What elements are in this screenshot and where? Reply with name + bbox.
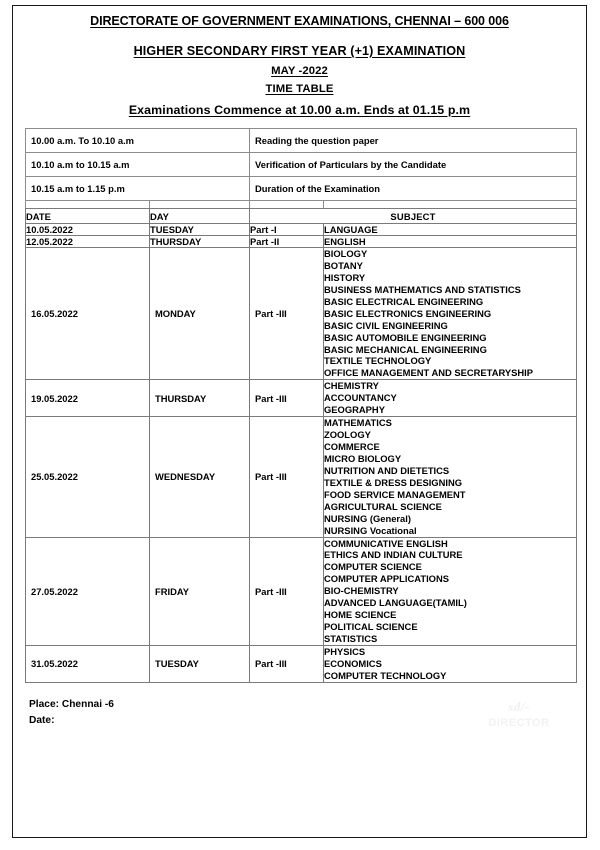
exam-timing-table (25, 128, 577, 201)
exam-day: TUESDAY (150, 645, 250, 682)
subject-item: TEXTILE & DRESS DESIGNING (324, 476, 463, 488)
subject-item: BUSINESS MATHEMATICS AND STATISTICS (324, 283, 521, 295)
exam-part: Part -III (250, 645, 324, 682)
exam-day: THURSDAY (150, 380, 250, 417)
timing-time-cell: 10.00 a.m. To 10.10 a.m (26, 129, 250, 153)
subject-item: STATISTICS (324, 633, 378, 644)
exam-part: Part -II (250, 236, 324, 248)
document-page (12, 5, 587, 838)
subject-item: MATHEMATICS (324, 417, 392, 429)
subject-item: HISTORY (324, 271, 366, 283)
exam-subject-list (324, 236, 577, 248)
subject-item: COMPUTER TECHNOLOGY (324, 669, 447, 681)
subject-item: BIO-CHEMISTRY (324, 585, 399, 597)
timing-activity-cell: Duration of the Examination (250, 177, 577, 201)
subject-item: COMMERCE (324, 441, 380, 452)
exam-part: Part -III (250, 248, 324, 380)
table-row (26, 417, 577, 537)
header-time-table-label: TIME TABLE (265, 83, 334, 95)
exam-day: TUESDAY (150, 224, 250, 236)
subject-item: CHEMISTRY (324, 380, 379, 392)
exam-day: THURSDAY (150, 236, 250, 248)
timing-activity-cell: Reading the question paper (250, 129, 577, 153)
exam-subject-list (324, 645, 577, 682)
subject-item: AGRICULTURAL SCIENCE (324, 500, 442, 512)
subject-item: ETHICS AND INDIAN CULTURE (324, 549, 463, 561)
subject-item: ZOOLOGY (324, 429, 371, 441)
exam-date: 12.05.2022 (26, 236, 150, 248)
exam-part: Part -III (250, 537, 324, 645)
subject-item: ADVANCED LANGUAGE(TAMIL) (324, 597, 467, 609)
subject-item: NURSING (General) (324, 512, 411, 524)
subject-item: BIOLOGY (324, 248, 368, 259)
exam-day: MONDAY (150, 248, 250, 380)
signature-title: DIRECTOR (488, 716, 550, 729)
exam-part: Part -I (250, 224, 324, 236)
exam-date: 10.05.2022 (26, 224, 150, 236)
subject-item: BOTANY (324, 259, 363, 271)
subject-item: ACCOUNTANCY (324, 392, 397, 404)
subject-item: POLITICAL SCIENCE (324, 621, 418, 633)
exam-day: FRIDAY (150, 537, 250, 645)
table-row (26, 248, 577, 380)
header-exam-month: MAY -2022 (271, 65, 328, 77)
subject-item: COMPUTER SCIENCE (324, 561, 422, 573)
subject-item: BASIC ELECTRICAL ENGINEERING (324, 295, 484, 307)
subject-item: OFFICE MANAGEMENT AND SECRETARYSHIP (324, 367, 534, 379)
timing-time-cell: 10.10 a.m to 10.15 a.m (26, 153, 250, 177)
timing-activity-cell: Verification of Particulars by the Candidate (250, 153, 577, 177)
column-header-date: DATE (26, 209, 150, 224)
exam-schedule-table (25, 208, 577, 683)
exam-date: 27.05.2022 (26, 537, 150, 645)
table-row (26, 129, 577, 153)
document-footer (29, 697, 587, 729)
table-header-row (26, 209, 577, 224)
table-row (26, 645, 577, 682)
subject-item: NURSING Vocational (324, 524, 417, 536)
subject-item: LANGUAGE (324, 224, 378, 235)
header-directorate-title: DIRECTORATE OF GOVERNMENT EXAMINATIONS, CHENNAI – 600 006 (90, 14, 509, 28)
exam-subject-list (324, 248, 577, 380)
exam-subject-list (324, 417, 577, 537)
subject-item: PHYSICS (324, 645, 366, 657)
column-header-day: DAY (150, 209, 250, 224)
subject-item: HOME SCIENCE (324, 609, 397, 621)
exam-subject-list (324, 537, 577, 645)
table-row (26, 224, 577, 236)
signature-mark: sd/- (508, 698, 530, 714)
subject-item: COMMUNICATIVE ENGLISH (324, 537, 448, 549)
subject-item: BASIC CIVIL ENGINEERING (324, 319, 448, 331)
exam-date: 25.05.2022 (26, 417, 150, 537)
exam-part: Part -III (250, 380, 324, 417)
table-row (26, 236, 577, 248)
document-header (12, 5, 587, 119)
table-row (26, 380, 577, 417)
column-header-subject: SUBJECT (250, 209, 577, 224)
subject-item: GEOGRAPHY (324, 404, 385, 416)
table-row (26, 537, 577, 645)
subject-item: BASIC ELECTRONICS ENGINEERING (324, 307, 492, 319)
exam-subject-list (324, 380, 577, 417)
subject-item: ENGLISH (324, 236, 366, 247)
subject-item: TEXTILE TECHNOLOGY (324, 355, 432, 367)
header-exam-title: HIGHER SECONDARY FIRST YEAR (+1) EXAMINATION (133, 44, 466, 58)
exam-subject-list (324, 224, 577, 236)
subject-item: BASIC MECHANICAL ENGINEERING (324, 343, 487, 355)
header-exam-timing-note: Examinations Commence at 10.00 a.m. Ends at 01.15 p.m (128, 103, 471, 117)
exam-date: 19.05.2022 (26, 380, 150, 417)
subject-item: FOOD SERVICE MANAGEMENT (324, 488, 466, 500)
table-row (26, 177, 577, 201)
subject-item: BASIC AUTOMOBILE ENGINEERING (324, 331, 487, 343)
footer-date: Date: (29, 714, 55, 726)
exam-part: Part -III (250, 417, 324, 537)
subject-item: NUTRITION AND DIETETICS (324, 464, 450, 476)
exam-day: WEDNESDAY (150, 417, 250, 537)
table-row (26, 153, 577, 177)
subject-item: COMPUTER APPLICATIONS (324, 573, 449, 585)
footer-place: Place: Chennai -6 (29, 698, 114, 710)
director-signature-watermark (449, 699, 589, 730)
exam-date: 16.05.2022 (26, 248, 150, 380)
timing-time-cell: 10.15 a.m to 1.15 p.m (26, 177, 250, 201)
exam-date: 31.05.2022 (26, 645, 150, 682)
subject-item: MICRO BIOLOGY (324, 452, 402, 464)
subject-item: ECONOMICS (324, 657, 382, 669)
